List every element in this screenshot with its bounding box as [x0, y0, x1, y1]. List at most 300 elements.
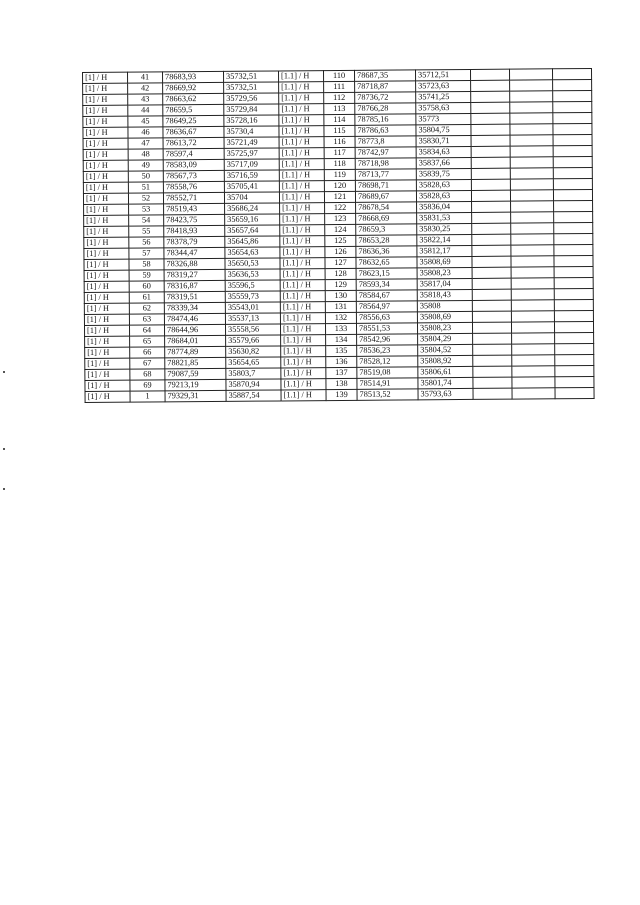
y-coordinate-cell: 35725,97 [224, 148, 279, 159]
x-coordinate-cell: 78474,46 [164, 313, 225, 324]
point-number-cell: 44 [128, 105, 163, 116]
empty-cell [553, 90, 592, 101]
empty-cell [473, 344, 512, 355]
point-number-cell: 59 [129, 270, 164, 281]
empty-cell [511, 311, 554, 322]
point-number-cell: 55 [129, 226, 164, 237]
y-coordinate-cell: 35834,63 [416, 146, 471, 157]
y-coordinate-cell: 35704 [224, 192, 279, 203]
x-coordinate-cell: 78774,89 [165, 346, 226, 357]
point-type-cell: [1] / Н [84, 248, 129, 259]
y-coordinate-cell: 35705,41 [224, 181, 279, 192]
point-type-cell: [1.1] / Н [279, 181, 324, 192]
point-number-cell: 41 [128, 72, 163, 83]
y-coordinate-cell: 35830,25 [417, 223, 472, 234]
point-number-cell: 139 [326, 389, 357, 400]
point-type-cell: [1] / Н [84, 215, 129, 226]
empty-cell [510, 135, 553, 146]
y-coordinate-cell: 35817,04 [417, 278, 472, 289]
x-coordinate-cell: 78785,16 [355, 114, 416, 125]
y-coordinate-cell: 35773 [416, 113, 471, 124]
x-coordinate-cell: 78551,53 [356, 323, 417, 334]
point-type-cell: [1.1] / Н [280, 313, 325, 324]
point-number-cell: 122 [325, 202, 356, 213]
y-coordinate-cell: 35636,53 [225, 269, 280, 280]
empty-cell [471, 179, 510, 190]
point-number-cell: 1 [130, 391, 165, 402]
point-type-cell: [1] / Н [85, 336, 130, 347]
empty-cell [471, 135, 510, 146]
x-coordinate-cell: 78344,47 [164, 247, 225, 258]
empty-cell [512, 366, 555, 377]
y-coordinate-cell: 35723,63 [416, 80, 471, 91]
point-number-cell: 56 [129, 237, 164, 248]
point-type-cell: [1.1] / Н [279, 192, 324, 203]
point-number-cell: 66 [130, 347, 165, 358]
empty-cell [553, 134, 592, 145]
x-coordinate-cell: 78378,79 [164, 236, 225, 247]
point-number-cell: 113 [324, 103, 355, 114]
y-coordinate-cell: 35716,59 [224, 170, 279, 181]
y-coordinate-cell: 35630,82 [226, 346, 281, 357]
x-coordinate-cell: 78718,87 [355, 81, 416, 92]
empty-cell [555, 365, 594, 376]
point-type-cell: [1.1] / Н [279, 126, 324, 137]
x-coordinate-cell: 78514,91 [357, 378, 418, 389]
empty-cell [511, 267, 554, 278]
y-coordinate-cell: 35822,14 [417, 234, 472, 245]
point-type-cell: [1.1] / Н [280, 291, 325, 302]
x-coordinate-cell: 78536,23 [357, 345, 418, 356]
point-number-cell: 68 [130, 369, 165, 380]
point-number-cell: 133 [325, 323, 356, 334]
point-type-cell: [1] / Н [85, 391, 130, 402]
point-number-cell: 128 [325, 268, 356, 279]
point-type-cell: [1.1] / Н [280, 203, 325, 214]
x-coordinate-cell: 78319,27 [164, 269, 225, 280]
point-type-cell: [1.1] / Н [280, 214, 325, 225]
point-type-cell: [1] / Н [85, 347, 130, 358]
point-type-cell: [1] / Н [85, 380, 130, 391]
empty-cell [471, 91, 510, 102]
empty-cell [554, 244, 593, 255]
point-number-cell: 114 [324, 114, 355, 125]
x-coordinate-cell: 78659,3 [356, 224, 417, 235]
point-type-cell: [1] / Н [83, 160, 128, 171]
point-type-cell: [1] / Н [84, 325, 129, 336]
x-coordinate-cell: 78613,72 [163, 137, 224, 148]
empty-cell [471, 124, 510, 135]
y-coordinate-cell: 35818,43 [417, 289, 472, 300]
empty-cell [471, 168, 510, 179]
x-coordinate-cell: 78668,69 [356, 213, 417, 224]
x-coordinate-cell: 78319,51 [164, 291, 225, 302]
x-coordinate-cell: 78632,65 [356, 257, 417, 268]
y-coordinate-cell: 35837,66 [416, 157, 471, 168]
empty-cell [554, 299, 593, 310]
y-coordinate-cell: 35543,01 [225, 302, 280, 313]
point-type-cell: [1] / Н [85, 358, 130, 369]
point-type-cell: [1] / Н [84, 292, 129, 303]
point-type-cell: [1.1] / Н [279, 115, 324, 126]
y-coordinate-cell: 35728,16 [224, 115, 279, 126]
point-type-cell: [1] / Н [83, 116, 128, 127]
point-number-cell: 131 [325, 301, 356, 312]
empty-cell [553, 178, 592, 189]
point-number-cell: 67 [130, 358, 165, 369]
empty-cell [472, 322, 511, 333]
point-number-cell: 134 [326, 334, 357, 345]
y-coordinate-cell: 35801,74 [418, 377, 473, 388]
empty-cell [553, 123, 592, 134]
point-type-cell: [1.1] / Н [281, 390, 326, 401]
x-coordinate-cell: 78653,28 [356, 235, 417, 246]
empty-cell [471, 113, 510, 124]
point-type-cell: [1.1] / Н [280, 225, 325, 236]
point-type-cell: [1] / Н [84, 314, 129, 325]
point-type-cell: [1.1] / Н [280, 236, 325, 247]
y-coordinate-cell: 35803,7 [226, 368, 281, 379]
empty-cell [472, 223, 511, 234]
x-coordinate-cell: 78742,97 [355, 147, 416, 158]
y-coordinate-cell: 35804,75 [416, 124, 471, 135]
y-coordinate-cell: 35804,52 [418, 344, 473, 355]
empty-cell [511, 322, 554, 333]
x-coordinate-cell: 78423,75 [164, 214, 225, 225]
empty-cell [554, 211, 593, 222]
empty-cell [510, 113, 553, 124]
x-coordinate-cell: 78418,93 [164, 225, 225, 236]
y-coordinate-cell: 35836,04 [417, 201, 472, 212]
empty-cell [554, 321, 593, 332]
point-number-cell: 111 [324, 81, 355, 92]
point-type-cell: [1] / Н [85, 369, 130, 380]
empty-cell [512, 344, 555, 355]
empty-cell [510, 102, 553, 113]
point-type-cell: [1] / Н [84, 237, 129, 248]
y-coordinate-cell: 35730,4 [224, 126, 279, 137]
empty-cell [553, 112, 592, 123]
x-coordinate-cell: 79213,19 [165, 379, 226, 390]
x-coordinate-cell: 78597,4 [163, 148, 224, 159]
empty-cell [511, 245, 554, 256]
point-number-cell: 132 [325, 312, 356, 323]
empty-cell [511, 223, 554, 234]
point-number-cell: 117 [324, 147, 355, 158]
empty-cell [510, 91, 553, 102]
x-coordinate-cell: 78542,96 [357, 334, 418, 345]
point-number-cell: 69 [130, 380, 165, 391]
point-number-cell: 138 [326, 378, 357, 389]
x-coordinate-cell: 78649,25 [163, 115, 224, 126]
point-number-cell: 46 [128, 127, 163, 138]
empty-cell [470, 69, 509, 80]
empty-cell [511, 212, 554, 223]
coordinates-table-body [83, 68, 595, 402]
empty-cell [473, 377, 512, 388]
empty-cell [512, 355, 555, 366]
x-coordinate-cell: 78669,92 [163, 82, 224, 93]
x-coordinate-cell: 78698,71 [355, 180, 416, 191]
y-coordinate-cell: 35828,63 [416, 179, 471, 190]
empty-cell [554, 288, 593, 299]
x-coordinate-cell: 78556,63 [356, 312, 417, 323]
x-coordinate-cell: 79087,59 [165, 368, 226, 379]
point-type-cell: [1.1] / Н [279, 170, 324, 181]
y-coordinate-cell: 35808,69 [417, 311, 472, 322]
x-coordinate-cell: 78736,72 [355, 92, 416, 103]
x-coordinate-cell: 78636,36 [356, 246, 417, 257]
empty-cell [553, 156, 592, 167]
empty-cell [554, 222, 593, 233]
y-coordinate-cell: 35830,71 [416, 135, 471, 146]
y-coordinate-cell: 35808,23 [417, 267, 472, 278]
point-type-cell: [1.1] / Н [280, 280, 325, 291]
point-number-cell: 127 [325, 257, 356, 268]
point-number-cell: 135 [326, 345, 357, 356]
x-coordinate-cell: 78584,67 [356, 290, 417, 301]
empty-cell [554, 266, 593, 277]
x-coordinate-cell: 78339,34 [164, 302, 225, 313]
point-type-cell: [1] / Н [83, 193, 128, 204]
y-coordinate-cell: 35659,16 [225, 214, 280, 225]
point-number-cell: 129 [325, 279, 356, 290]
y-coordinate-cell: 35721,49 [224, 137, 279, 148]
empty-cell [472, 289, 511, 300]
empty-cell [510, 190, 553, 201]
x-coordinate-cell: 78636,67 [163, 126, 224, 137]
point-number-cell: 63 [129, 314, 164, 325]
x-coordinate-cell: 78593,34 [356, 279, 417, 290]
x-coordinate-cell: 78519,08 [357, 367, 418, 378]
empty-cell [554, 200, 593, 211]
point-type-cell: [1] / Н [83, 182, 128, 193]
point-type-cell: [1.1] / Н [280, 247, 325, 258]
x-coordinate-cell: 78718,98 [355, 158, 416, 169]
empty-cell [552, 68, 591, 79]
point-type-cell: [1] / Н [84, 303, 129, 314]
empty-cell [471, 80, 510, 91]
x-coordinate-cell: 78558,76 [163, 181, 224, 192]
point-number-cell: 54 [129, 215, 164, 226]
y-coordinate-cell: 35804,29 [418, 333, 473, 344]
scan-speck [3, 371, 5, 373]
scan-speck [3, 448, 5, 450]
point-number-cell: 123 [325, 213, 356, 224]
point-number-cell: 53 [129, 204, 164, 215]
x-coordinate-cell: 78766,28 [355, 103, 416, 114]
point-number-cell: 137 [326, 367, 357, 378]
point-number-cell: 119 [324, 169, 355, 180]
empty-cell [472, 234, 511, 245]
empty-cell [511, 278, 554, 289]
y-coordinate-cell: 35732,51 [223, 71, 278, 82]
point-number-cell: 58 [129, 259, 164, 270]
point-number-cell: 61 [129, 292, 164, 303]
empty-cell [554, 277, 593, 288]
empty-cell [511, 300, 554, 311]
empty-cell [554, 233, 593, 244]
scan-speck [3, 488, 5, 490]
empty-cell [473, 388, 512, 399]
empty-cell [510, 179, 553, 190]
empty-cell [512, 333, 555, 344]
point-type-cell: [1.1] / Н [281, 379, 326, 390]
point-number-cell: 57 [129, 248, 164, 259]
empty-cell [471, 190, 510, 201]
point-type-cell: [1] / Н [83, 127, 128, 138]
point-type-cell: [1.1] / Н [279, 93, 324, 104]
y-coordinate-cell: 35729,84 [224, 104, 279, 115]
y-coordinate-cell: 35793,63 [418, 388, 473, 399]
x-coordinate-cell: 78821,85 [165, 357, 226, 368]
point-number-cell: 116 [324, 136, 355, 147]
y-coordinate-cell: 35828,63 [416, 190, 471, 201]
point-type-cell: [1] / Н [84, 270, 129, 281]
point-type-cell: [1] / Н [83, 83, 128, 94]
point-type-cell: [1.1] / Н [281, 335, 326, 346]
point-number-cell: 121 [324, 191, 355, 202]
y-coordinate-cell: 35808,92 [418, 355, 473, 366]
point-type-cell: [1.1] / Н [279, 82, 324, 93]
x-coordinate-cell: 78684,01 [165, 335, 226, 346]
point-number-cell: 64 [129, 325, 164, 336]
point-number-cell: 48 [128, 149, 163, 160]
point-number-cell: 120 [324, 180, 355, 191]
empty-cell [553, 167, 592, 178]
point-number-cell: 112 [324, 92, 355, 103]
empty-cell [555, 332, 594, 343]
x-coordinate-cell: 78513,52 [357, 389, 418, 400]
point-number-cell: 110 [323, 70, 354, 81]
empty-cell [473, 333, 512, 344]
x-coordinate-cell: 78316,87 [164, 280, 225, 291]
empty-cell [510, 168, 553, 179]
empty-cell [509, 69, 552, 80]
y-coordinate-cell: 35808,69 [417, 256, 472, 267]
empty-cell [554, 310, 593, 321]
y-coordinate-cell: 35812,17 [417, 245, 472, 256]
y-coordinate-cell: 35831,53 [417, 212, 472, 223]
x-coordinate-cell: 78678,54 [356, 202, 417, 213]
point-type-cell: [1] / Н [84, 226, 129, 237]
empty-cell [553, 101, 592, 112]
y-coordinate-cell: 35808 [417, 300, 472, 311]
empty-cell [553, 79, 592, 90]
empty-cell [555, 376, 594, 387]
empty-cell [510, 146, 553, 157]
empty-cell [472, 212, 511, 223]
x-coordinate-cell: 78687,35 [354, 70, 415, 81]
empty-cell [555, 343, 594, 354]
empty-cell [511, 201, 554, 212]
point-type-cell: [1.1] / Н [279, 104, 324, 115]
x-coordinate-cell: 78773,8 [355, 136, 416, 147]
point-number-cell: 51 [128, 182, 163, 193]
y-coordinate-cell: 35579,66 [226, 335, 281, 346]
empty-cell [472, 245, 511, 256]
point-number-cell: 49 [128, 160, 163, 171]
empty-cell [472, 256, 511, 267]
y-coordinate-cell: 35654,63 [225, 247, 280, 258]
y-coordinate-cell: 35654,65 [226, 357, 281, 368]
point-type-cell: [1.1] / Н [280, 302, 325, 313]
empty-cell [512, 388, 555, 399]
empty-cell [511, 234, 554, 245]
point-type-cell: [1] / Н [83, 94, 128, 105]
empty-cell [472, 311, 511, 322]
point-type-cell: [1.1] / Н [279, 148, 324, 159]
point-number-cell: 124 [325, 224, 356, 235]
point-number-cell: 50 [128, 171, 163, 182]
y-coordinate-cell: 35645,86 [225, 236, 280, 247]
empty-cell [473, 355, 512, 366]
empty-cell [553, 189, 592, 200]
point-type-cell: [1] / Н [84, 204, 129, 215]
y-coordinate-cell: 35729,56 [224, 93, 279, 104]
empty-cell [472, 201, 511, 212]
point-type-cell: [1] / Н [83, 138, 128, 149]
empty-cell [511, 289, 554, 300]
point-type-cell: [1] / Н [83, 105, 128, 116]
x-coordinate-cell: 78713,77 [355, 169, 416, 180]
point-number-cell: 136 [326, 356, 357, 367]
point-number-cell: 47 [128, 138, 163, 149]
point-number-cell: 130 [325, 290, 356, 301]
point-number-cell: 42 [128, 83, 163, 94]
coordinates-table [82, 68, 595, 403]
y-coordinate-cell: 35808,23 [417, 322, 472, 333]
y-coordinate-cell: 35559,73 [225, 291, 280, 302]
x-coordinate-cell: 78623,15 [356, 268, 417, 279]
x-coordinate-cell: 78528,12 [357, 356, 418, 367]
x-coordinate-cell: 78659,5 [163, 104, 224, 115]
empty-cell [510, 157, 553, 168]
x-coordinate-cell: 78663,62 [163, 93, 224, 104]
empty-cell [510, 80, 553, 91]
y-coordinate-cell: 35686,24 [225, 203, 280, 214]
y-coordinate-cell: 35712,51 [415, 69, 470, 80]
point-number-cell: 43 [128, 94, 163, 105]
empty-cell [555, 354, 594, 365]
point-type-cell: [1.1] / Н [281, 357, 326, 368]
point-type-cell: [1.1] / Н [281, 368, 326, 379]
empty-cell [472, 278, 511, 289]
point-type-cell: [1.1] / Н [280, 324, 325, 335]
point-type-cell: [1] / Н [84, 259, 129, 270]
y-coordinate-cell: 35650,53 [225, 258, 280, 269]
empty-cell [555, 387, 594, 398]
y-coordinate-cell: 35558,56 [225, 324, 280, 335]
point-number-cell: 125 [325, 235, 356, 246]
empty-cell [553, 145, 592, 156]
point-type-cell: [1.1] / Н [278, 71, 323, 82]
x-coordinate-cell: 78683,93 [163, 71, 224, 82]
empty-cell [473, 366, 512, 377]
y-coordinate-cell: 35741,25 [416, 91, 471, 102]
point-number-cell: 115 [324, 125, 355, 136]
point-type-cell: [1.1] / Н [279, 159, 324, 170]
point-type-cell: [1.1] / Н [281, 346, 326, 357]
empty-cell [554, 255, 593, 266]
x-coordinate-cell: 79329,31 [165, 390, 226, 401]
empty-cell [471, 146, 510, 157]
y-coordinate-cell: 35732,51 [224, 82, 279, 93]
point-number-cell: 65 [130, 336, 165, 347]
point-number-cell: 45 [128, 116, 163, 127]
x-coordinate-cell: 78326,88 [164, 258, 225, 269]
x-coordinate-cell: 78552,71 [163, 192, 224, 203]
